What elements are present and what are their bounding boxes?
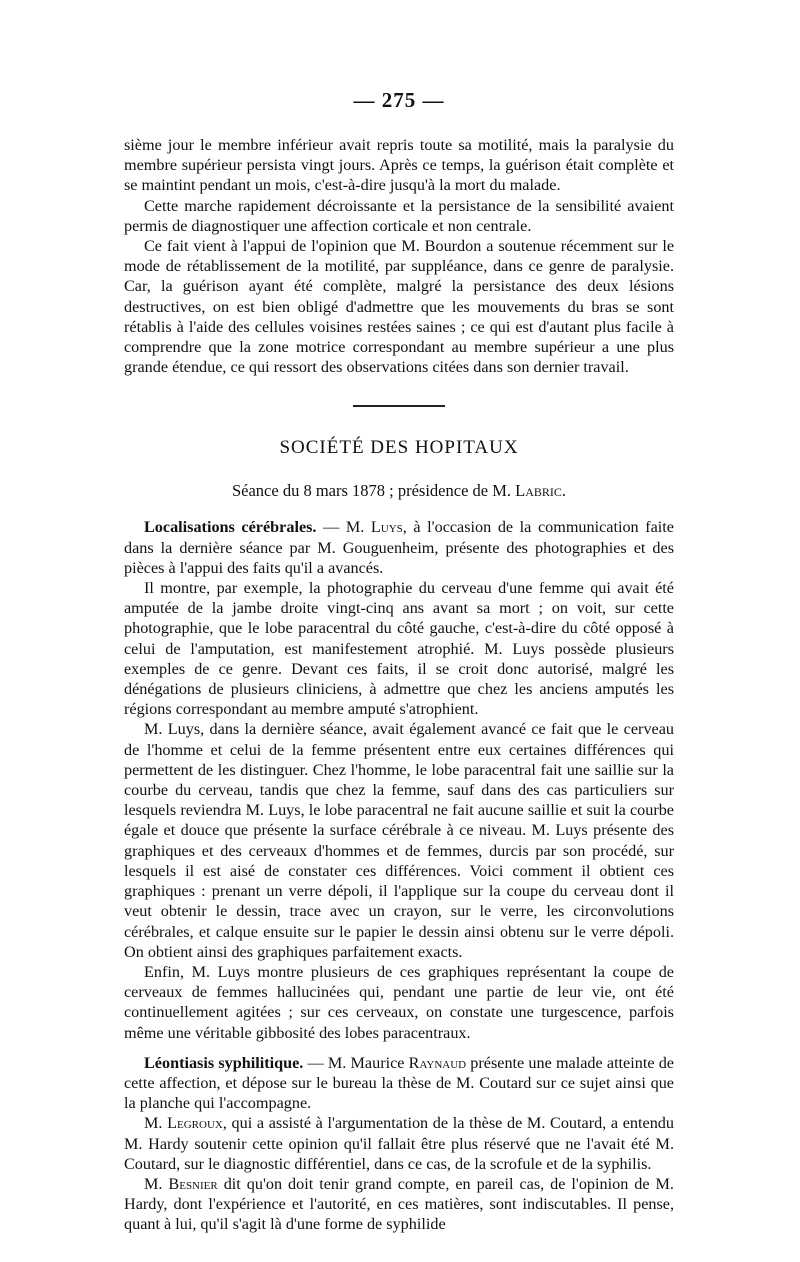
text-run: — M. Maurice: [303, 1053, 409, 1072]
body-paragraph: Ce fait vient à l'appui de l'opinion que M. Bourdon a soutenue récemment sur le mode de rétablissement de la motilité, par suppléance, dans ce genre de paralysie. Car, la guérison ayant été complète, malgré la persistance des deux lésions destructives, on est bien obligé d'admettre que les mouvements du bras se sont rétablis à l'aide des cellules voisines restées saines ; ce qui est d'autant plus facile à comprendre que la zone motrice correspondant au membre supérieur a une plus grande étendue, ce qui ressort des observations citées dans son dernier travail.: [124, 237, 674, 377]
leontiasis-heading: Léontiasis syphilitique.: [144, 1053, 304, 1072]
author-name: Legroux: [167, 1114, 223, 1133]
text-run: présente une malade atteinte de cette affection, et dépose sur le bureau la thèse de M. Coutard sur ce sujet ainsi que la planche qui l'accompagne.: [124, 1053, 674, 1113]
body-paragraph: M. Luys, dans la dernière séance, avait également avancé ce fait que le cerveau de l'homme et celui de la femme présentent entre eux certaines différences qui permettent de les distinguer. Chez l'homme, le lobe paracentral fait une saillie sur la courbe du cerveau, tandis que chez la femme, sauf dans des cas particuliers sur lesquels reviendra M. Luys, le lobe paracentral ne fait aucune saillie et suit la courbe égale et douce que présente la surface cérébrale à ce niveau. M. Luys présente des graphiques et des cerveaux d'hommes et de femmes, durcis par son procédé, sur lesquels il est aisé de constater ces différences. Voici comment il obtient ces graphiques : prenant un verre dépoli, il l'applique sur la coupe du cerveau dont il veut obtenir le dessin, trace avec un crayon, sur le verre, les circonvolutions cérébrales, et calque ensuite sur le papier le dessin ainsi obtenu sur le verre dépoli. On obtient ainsi des graphiques parfaitement exacts.: [124, 720, 674, 961]
body-paragraph: [124, 1174, 674, 1235]
text-run: M.: [144, 1174, 169, 1193]
text-run: M.: [144, 1114, 168, 1133]
body-paragraph: Cette marche rapidement décroissante et la persistance de la sensibilité avaient permis de diagnostiquer une affection corticale et non centrale.: [124, 196, 674, 235]
author-name: Raynaud: [408, 1053, 467, 1072]
author-name: Besnier: [168, 1174, 218, 1193]
section-title: SOCIÉTÉ DES HOPITAUX: [279, 437, 519, 459]
text-run: dit qu'on doit tenir grand compte, en pareil cas, de l'opinion de M. Hardy, dont l'expérience et l'autorité, en ces matières, sont indiscutables. Il pense, quant à lui, qu'il s'agit là d'une forme de syphilide: [124, 1174, 674, 1234]
session-suffix: .: [561, 481, 567, 501]
spacer: [124, 1043, 674, 1053]
body-paragraph: [124, 1113, 674, 1174]
section-divider: [353, 405, 445, 407]
author-name: Luys: [370, 518, 403, 537]
body-paragraph: Enfin, M. Luys montre plusieurs de ces graphiques représentant la coupe de cerveaux de femmes hallucinées qui, pendant une partie de leur vie, ont été continuellement agitées ; sur ces cerveaux, on constate une turgescence, parfois même une véritable gibbosité des lobes paracentraux.: [124, 962, 674, 1042]
body-paragraph: Il montre, par exemple, la photographie du cerveau d'une femme qui avait été amputée de la jambe droite vingt-cinq ans avant sa mort ; on voit, sur cette photographie, que le lobe paracentral du côté gauche, c'est-à-dire du côté opposé à celui de l'amputation, est manifestement atrophié. M. Luys possède plusieurs exemples de ce genre. Devant ces faits, il se croit donc autorisé, malgré les dénégations de plusieurs cliniciens, à admettre que chez les anciens amputés les régions correspondant au membre amputé s'atrophient.: [124, 579, 674, 719]
text-run: , qui a assisté à l'argumentation de la thèse de M. Coutard, a entendu M. Hardy soutenir cette opinion qu'il fallait être plus réservé que ne l'avait été M. Coutard, sur le diagnostic différentiel, dans ce cas, de la scrofule et de la syphilis.: [124, 1114, 674, 1173]
session-line: [124, 481, 674, 501]
page-number: — 275 —: [353, 88, 445, 112]
text-run: — M.: [316, 518, 371, 537]
president-name: Labric: [515, 481, 562, 501]
leontiasis-paragraph: [124, 1053, 674, 1114]
session-prefix: Séance du 8 mars 1878 ; présidence de M.: [231, 481, 516, 501]
localisations-paragraph: [124, 517, 674, 578]
continuation-paragraph: sième jour le membre inférieur avait repris toute sa motilité, mais la paralysie du membre supérieur persista vingt jours. Après ce temps, la guérison était complète et se maintint pendant un mois, c'est-à-dire jusqu'à la mort du malade.: [124, 136, 674, 195]
text-run: , à l'occasion de la communication faite dans la dernière séance par M. Gouguenheim, présente des photographies et des pièces à l'appui des faits qu'il a avancés.: [124, 518, 674, 577]
localisations-heading: Localisations cérébrales.: [144, 518, 317, 537]
